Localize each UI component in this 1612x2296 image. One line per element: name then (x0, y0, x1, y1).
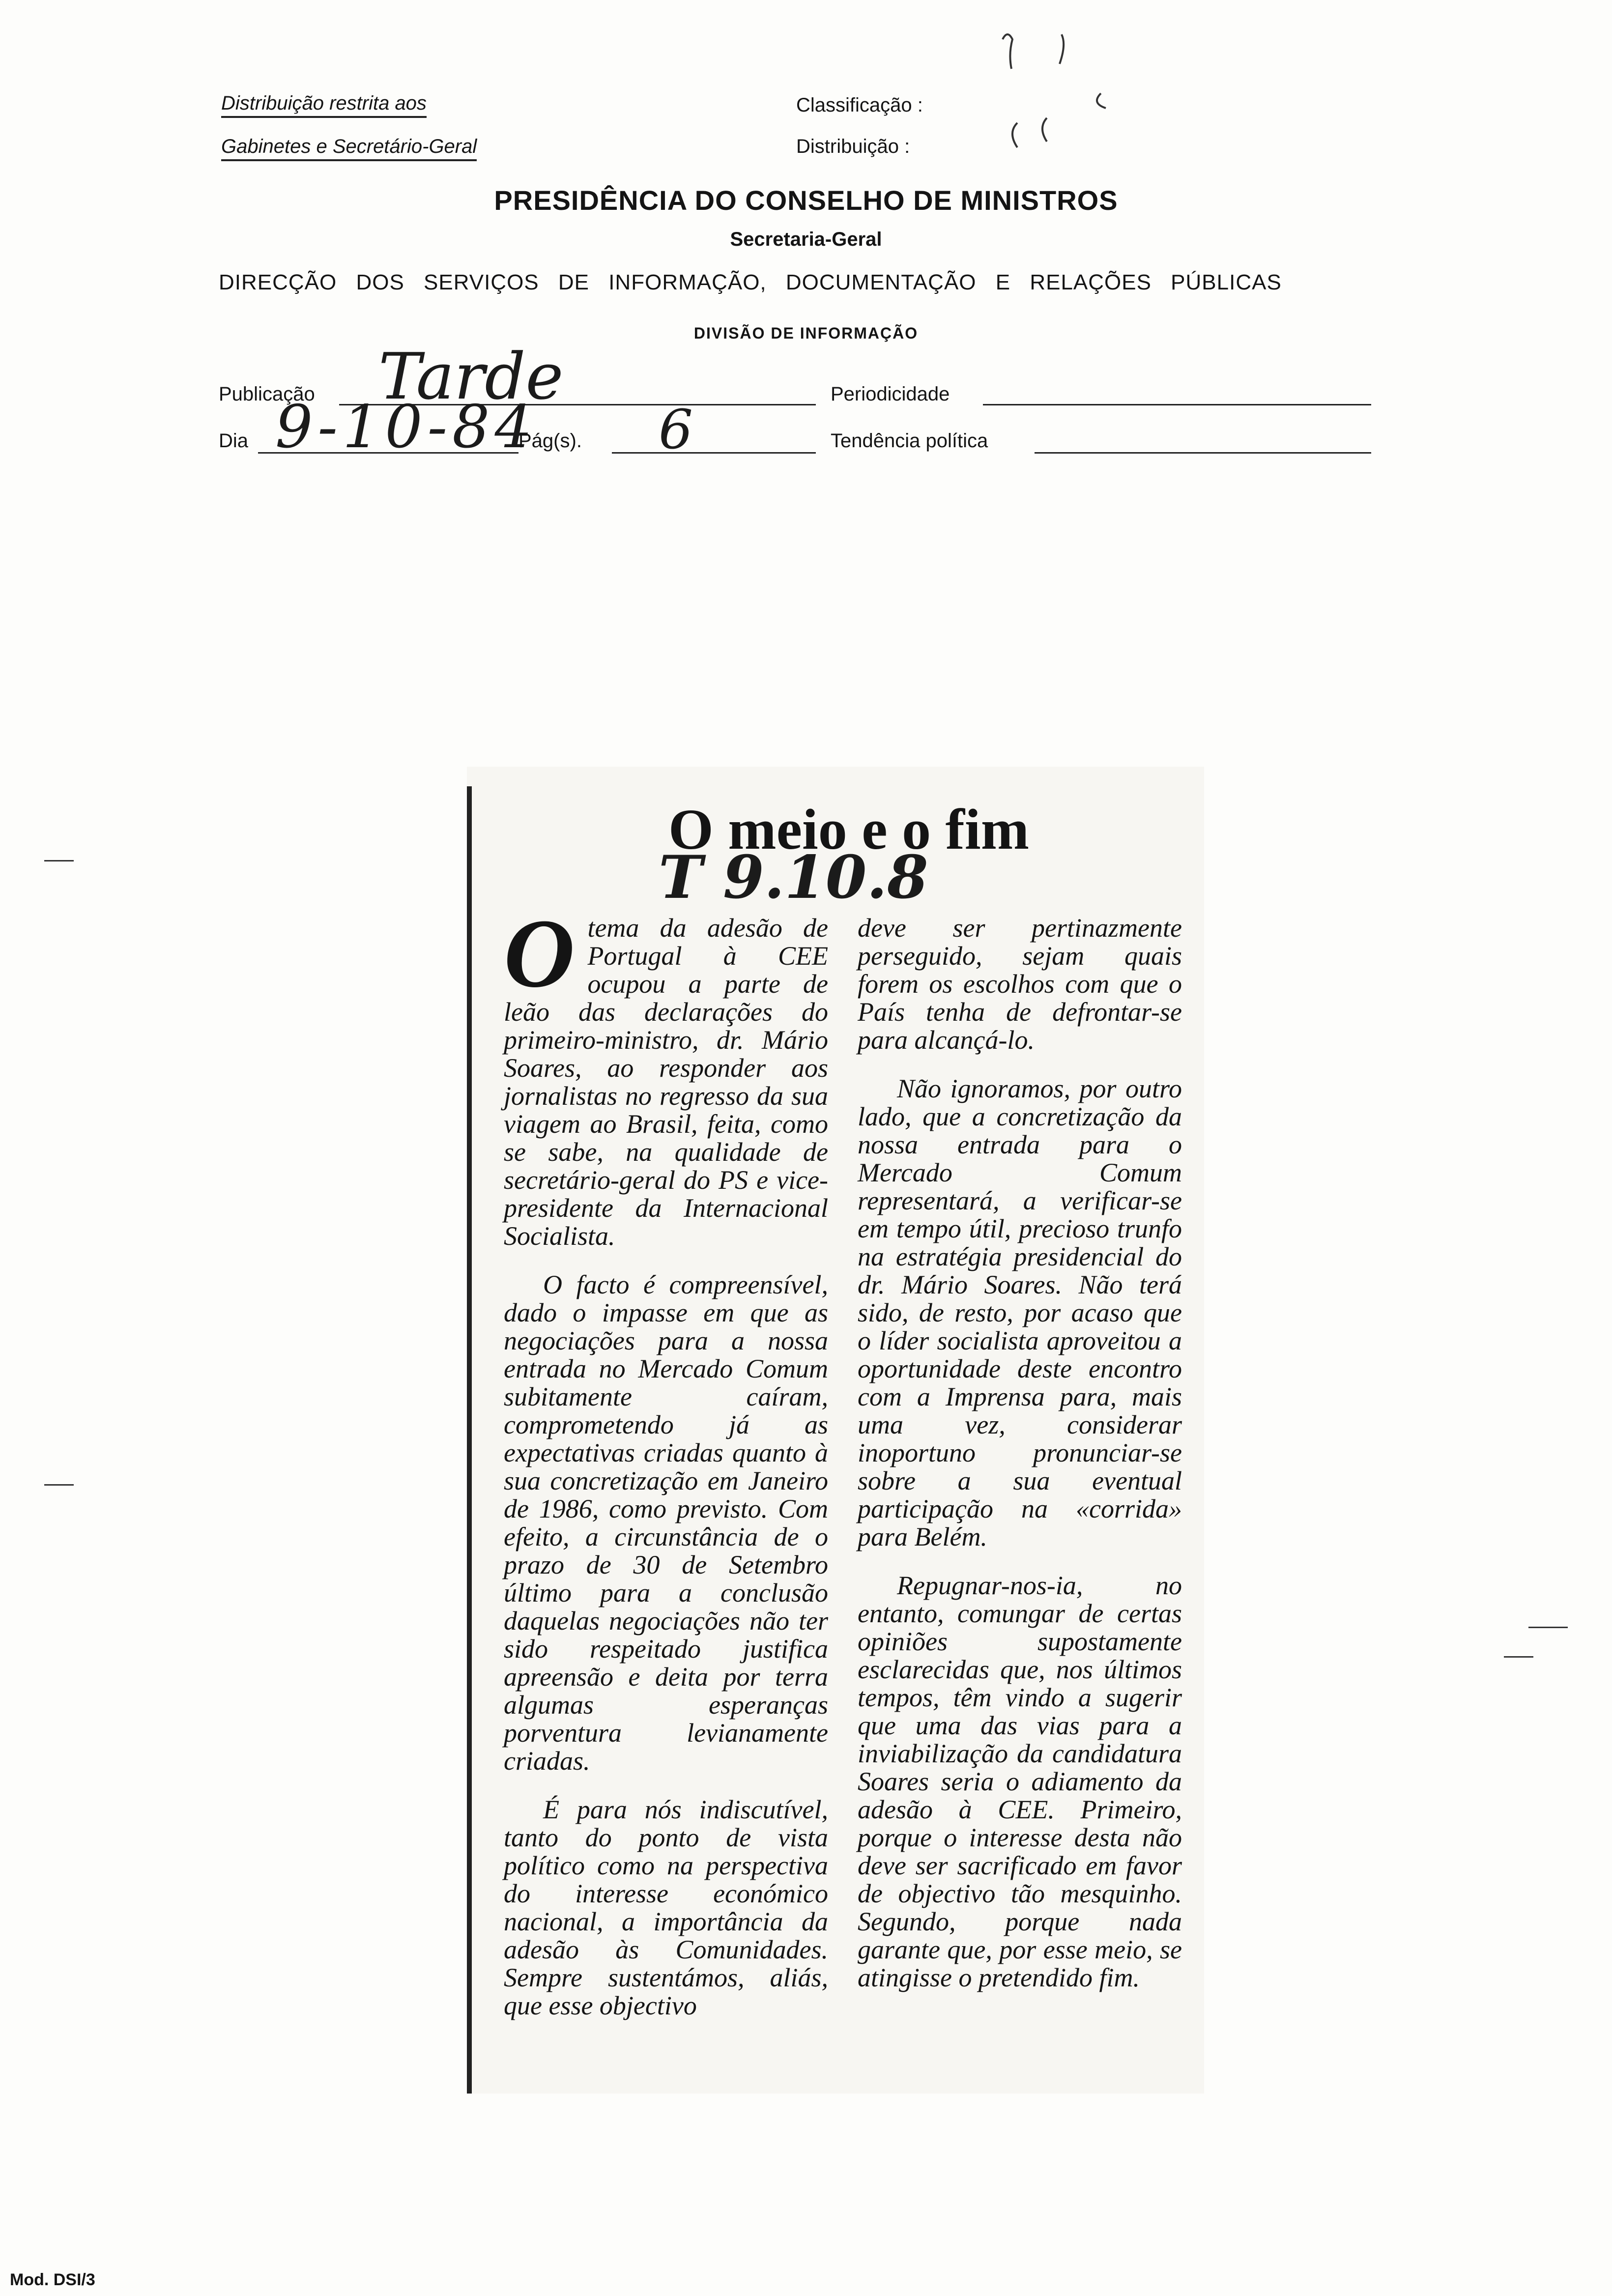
tendency-label: Tendência política (831, 430, 988, 452)
margin-mark (44, 860, 74, 861)
distribution-note-line1: Distribuição restrita aos (221, 93, 427, 118)
article-column-2 (858, 914, 1182, 2012)
margin-mark (1528, 1627, 1568, 1628)
directorate-line: DIRECÇÃO DOS SERVIÇOS DE INFORMAÇÃO, DOCUMENTAÇÃO E RELAÇÕES PÚBLICAS (219, 270, 1282, 294)
division-line: DIVISÃO DE INFORMAÇÃO (693, 324, 919, 342)
pages-value: 6 (659, 398, 693, 461)
article-paragraph: Repugnar-nos-ia, no entanto, comungar de certas opiniões supostamente esclarecidas que, nos últimos tempos, têm vindo a sugerir que uma das vias para a inviabilização da candidatura Soares seria o adiamento da adesão à CEE. Primeiro, porque o interesse desta não deve ser sacrificado em favor de objectivo tão mesquinho. Segundo, porque nada garante que, por esse meio, se atingisse o pretendido fim. (858, 1571, 1182, 1992)
handwritten-scribble (983, 20, 1140, 167)
margin-mark (44, 1484, 74, 1486)
periodicity-line (983, 404, 1371, 405)
form-code: Mod. DSI/3 (10, 2270, 95, 2289)
pages-label: Pág(s). (518, 430, 582, 452)
margin-mark (1504, 1656, 1533, 1658)
distribution-note-line2: Gabinetes e Secretário-Geral (221, 137, 477, 161)
classification-label: Classificação : (796, 94, 923, 116)
page-subtitle: Secretaria-Geral (730, 229, 882, 250)
article-paragraph: Não ignoramos, por outro lado, que a concretização da nossa entrada para o Mercado Comum representará, a verificar-se em tempo útil, precioso trunfo na estratégia presidencial do dr. Mário Soares. Não terá sido, de resto, por acaso que o líder socialista aproveitou a oportunidade deste encontro com a Imprensa para, mais uma vez, considerar inoportuno pronunciar-se sobre a sua eventual participação na «corrida» para Belém. (858, 1074, 1182, 1551)
distribution-label: Distribuição : (796, 136, 910, 157)
clipping-edge (467, 786, 472, 2094)
article-paragraph: tema da adesão de Portugal à CEE ocupou a parte de leão das declarações do primeiro-ministro, dr. Mário Soares, ao responder aos jornalistas no regresso da sua viagem ao Brasil, feita, como se sabe, na qualidade de secretário-geral do PS e vice-presidente da Internacional Socialista. (504, 913, 828, 1251)
clipping-headline: O meio e o fim (668, 797, 1029, 861)
article-column-1 (504, 899, 828, 2040)
periodicity-label: Periodicidade (831, 383, 950, 405)
day-label: Dia (219, 430, 249, 452)
article-paragraph: É para nós indiscutível, tanto do ponto de vista político como na perspectiva do interesse económico nacional, a importância da adesão às Comunidades. Sempre sustentámos, aliás, que esse objectivo (504, 1795, 828, 2020)
tendency-line (1035, 452, 1371, 454)
pages-line (612, 452, 816, 454)
article-paragraph: O facto é compreensível, dado o impasse em que as negociações para a nossa entrada no Mercado Comum subitamente caíram, comprometendo já as expectativas criadas quanto à sua concretização em Janeiro de 1986, como previsto. Com efeito, a circunstância de o prazo de 30 de Setembro último para a conclusão daquelas negociações não ter sido respeitado justifica apreensão e deita por terra algumas esperanças porventura levianamente criadas. (504, 1270, 828, 1776)
day-value: 9-10-84 (275, 393, 537, 461)
article-paragraph: deve ser pertinazmente perseguido, sejam quais forem os escolhos com que o País tenha de defrontar-se para alcançá-lo. (858, 913, 1182, 1055)
article-dropcap: O (504, 899, 575, 1008)
clipping-handwritten-note: T 9.10.8 (659, 843, 928, 912)
page-title: PRESIDÊNCIA DO CONSELHO DE MINISTROS (494, 185, 1118, 216)
publication-value: Tarde (378, 339, 564, 414)
publication-label: Publicação (219, 383, 315, 405)
